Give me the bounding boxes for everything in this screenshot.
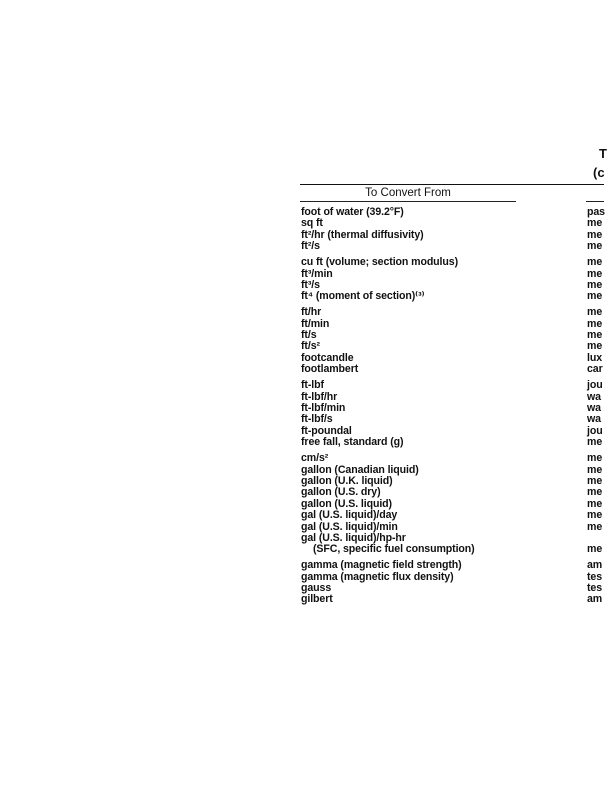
convert-to-cell: wa [587, 390, 601, 403]
convert-to-cell: am [587, 559, 603, 572]
table-top-rule [300, 184, 604, 185]
convert-from-cell: gal (U.S. liquid)/day [301, 509, 398, 522]
convert-to-cell: me [587, 452, 603, 465]
convert-to-cell: me [587, 267, 603, 280]
convert-from-cell: ft-lbf/min [301, 402, 346, 415]
convert-to-cell: jou [587, 379, 603, 392]
convert-from-cell: ft-lbf/hr [301, 390, 338, 403]
convert-from-cell: gallon (U.S. dry) [301, 486, 381, 499]
convert-to-cell: me [587, 217, 603, 230]
convert-to-cell: me [587, 340, 603, 353]
convert-to-cell: me [587, 486, 603, 499]
convert-from-cell: gauss [301, 582, 332, 595]
convert-from-cell: gal (U.S. liquid)/hp-hr [301, 531, 406, 544]
convert-to-cell: lux [587, 351, 603, 364]
convert-from-cell: footlambert [301, 363, 359, 376]
convert-to-cell: me [587, 240, 603, 253]
convert-from-cell: footcandle [301, 351, 354, 364]
convert-to-cell: wa [587, 413, 601, 426]
convert-from-column [301, 207, 591, 606]
convert-from-cell: sq ft [301, 217, 323, 230]
convert-from-cell: ft³/min [301, 267, 333, 280]
convert-to-column [587, 207, 604, 606]
convert-from-cell: gamma (magnetic field strength) [301, 559, 462, 572]
convert-to-cell: tes [587, 582, 603, 595]
convert-from-cell: ft-lbf [301, 379, 324, 392]
convert-from-cell: ft³/s [301, 278, 320, 291]
convert-to-cell: me [587, 509, 603, 522]
convert-to-cell: me [587, 278, 603, 291]
convert-to-cell: me [587, 329, 603, 342]
column-header-from: To Convert From [365, 187, 451, 199]
convert-from-cell: ft²/s [301, 240, 320, 253]
convert-from-cell: ft/min [301, 317, 330, 330]
convert-to-cell: me [587, 520, 603, 533]
convert-from-cell: ft/hr [301, 306, 322, 319]
convert-to-cell: me [587, 463, 603, 476]
convert-from-cell: gallon (U.K. liquid) [301, 474, 393, 487]
convert-to-cell: me [587, 228, 603, 241]
column-header-underline [300, 201, 516, 202]
convert-from-cell: free fall, standard (g) [301, 436, 404, 449]
convert-from-cell: ft-lbf/s [301, 413, 333, 426]
convert-from-cell: foot of water (39.2°F) [301, 206, 404, 218]
column-header-underline-to [586, 201, 604, 202]
convert-to-cell: car [587, 363, 603, 376]
convert-to-cell: me [587, 474, 603, 487]
convert-from-cell: gallon (U.S. liquid) [301, 497, 392, 510]
convert-from-cell: ft/s² [301, 340, 320, 353]
convert-to-cell: me [587, 306, 603, 319]
convert-from-cell: gilbert [301, 593, 333, 606]
convert-from-cell: ft²/hr (thermal diffusivity) [301, 228, 424, 241]
convert-from-cell: cu ft (volume; section modulus) [301, 256, 458, 269]
convert-from-cell: ft⁴ (moment of section)⁽³⁾ [301, 290, 425, 303]
table-subtitle-fragment: (c [593, 165, 605, 180]
table-title-fragment: T [599, 146, 607, 161]
convert-to-cell: me [587, 497, 603, 510]
convert-to-cell: pas [587, 206, 605, 218]
convert-from-cell: gallon (Canadian liquid) [301, 463, 419, 476]
convert-from-cell: (SFC, specific fuel consumption) [313, 543, 475, 556]
convert-from-cell: ft-poundal [301, 424, 352, 437]
convert-from-cell: gamma (magnetic flux density) [301, 570, 454, 583]
convert-to-cell: wa [587, 402, 601, 415]
convert-from-cell: ft/s [301, 329, 317, 342]
convert-to-cell: me [587, 256, 603, 269]
convert-to-cell: me [587, 290, 603, 303]
convert-from-cell: gal (U.S. liquid)/min [301, 520, 398, 533]
convert-to-cell: jou [587, 424, 603, 437]
convert-to-cell: me [587, 543, 603, 556]
convert-from-cell: cm/s² [301, 452, 329, 465]
convert-to-cell: me [587, 436, 603, 449]
convert-to-cell: me [587, 317, 603, 330]
convert-to-cell: am [587, 593, 603, 606]
convert-to-cell: tes [587, 570, 603, 583]
